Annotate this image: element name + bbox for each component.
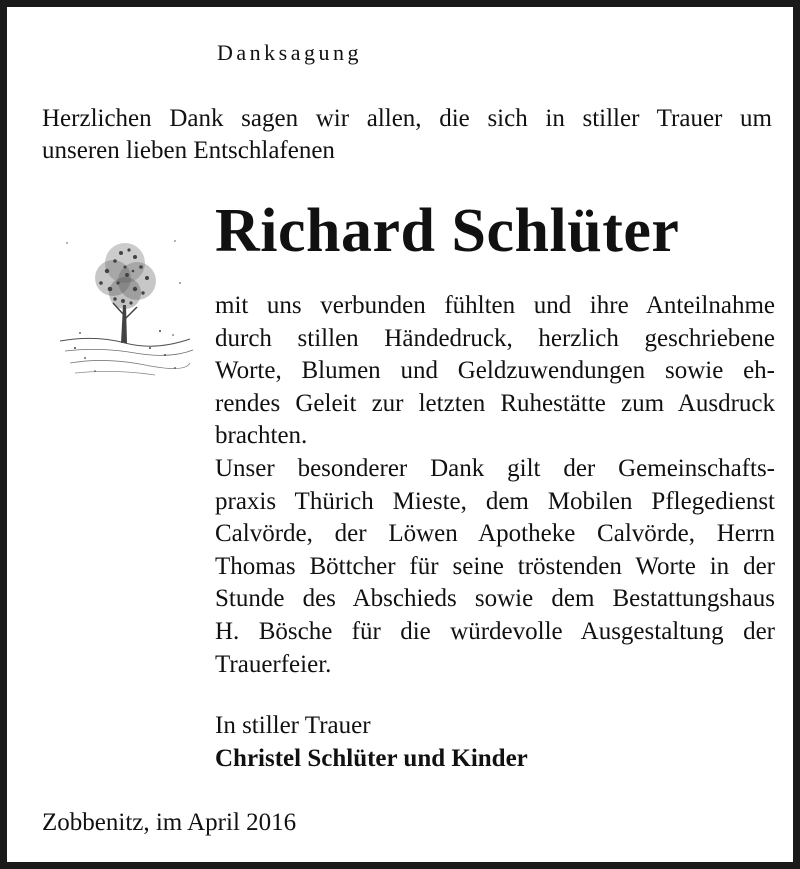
body-line: mit uns verbunden fühlten und ihre Anteilnahme [215, 292, 775, 319]
body-line: durch stillen Händedruck, herzlich geschriebene [215, 324, 775, 352]
body-line: H. Bösche für die würdevolle Ausgestaltung der [215, 617, 775, 645]
body-line: Unser besonderer Dank gilt der Gemeinschafts- [215, 454, 775, 482]
deceased-name: Richard Schlüter [215, 197, 680, 265]
body-text [215, 290, 775, 681]
closing-phrase: In stiller Trauer [215, 712, 371, 739]
heading: Danksagung [217, 40, 362, 65]
intro-line: unseren lieben Entschlafenen [42, 137, 335, 164]
body-line: Calvörde, der Löwen Apotheke Calvörde, Herrn [215, 520, 775, 548]
intro-line: Herzlichen Dank sagen wir allen, die sich in stiller Trauer um [42, 105, 772, 132]
body-line: Worte, Blumen und Geldzuwendungen sowie eh- [215, 357, 775, 385]
body-line: Trauerfeier. [215, 650, 332, 678]
signature: Christel Schlüter und Kinder [215, 745, 528, 772]
body-line: praxis Thürich Mieste, dem Mobilen Pflegedienst [215, 487, 775, 515]
body-line: Thomas Böttcher für seine tröstenden Worte in der [215, 552, 775, 580]
body-line: brachten. [215, 422, 308, 450]
intro-text [42, 103, 772, 167]
body-line: rendes Geleit zur letzten Ruhestätte zum Ausdruck [215, 389, 775, 417]
place-date: Zobbenitz, im April 2016 [42, 809, 297, 836]
body-line: Stunde des Abschieds sowie dem Bestattungshaus [215, 585, 775, 613]
tree-sketch-icon [55, 223, 195, 388]
